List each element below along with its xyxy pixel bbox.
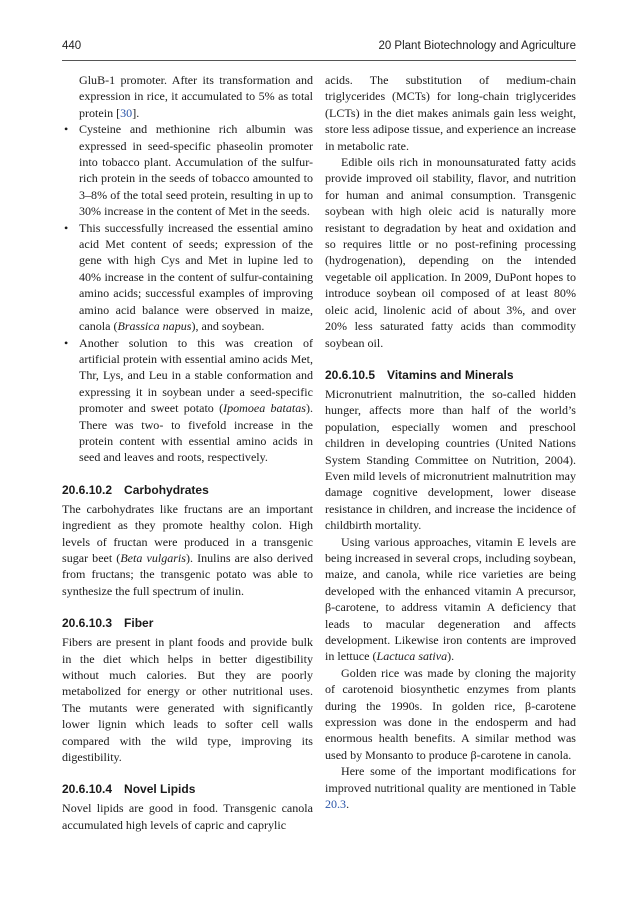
continued-bullet-text: [62, 72, 313, 121]
citation-link[interactable]: 30: [120, 105, 133, 120]
left-column: [62, 72, 313, 833]
paragraph-mct: acids. The substitution of medium-chain triglycerides (MCTs) for long-chain triglycerides (LCTs) in the diet makes animals gain less weight, store less adipose tissue, and experience an increase in metabolic rate.: [325, 73, 576, 153]
species-name: Beta vulgaris: [120, 550, 186, 565]
section-heading-fiber: [62, 615, 313, 631]
paragraph-vitamin-e: [325, 534, 576, 665]
species-name: Lactuca sativa: [376, 649, 448, 664]
bullet-text: ). There was two- to fivefold increase in the protein content with essential amino acids in seed and leaves and roots, respectively.: [79, 401, 313, 465]
running-header: [62, 38, 576, 56]
bullet-text: Cysteine and methionine rich albumin was expressed in seed-specific phaseolin promoter into tobacco plant. Accumulation of the sulfur-rich protein in the seeds of tobacco amounted to 3–8% of the total seed protein, resulting in up to 30% increase in the content of Met in the seeds.: [79, 122, 313, 219]
section-heading-carbohydrates: [62, 482, 313, 498]
bullet-list: [62, 121, 313, 466]
text-segment: ].: [132, 105, 140, 120]
right-column: [325, 72, 576, 812]
paragraph-fiber: Fibers are present in plant foods and provide bulk in the diet which helps in better digestibility without much calories. But they are poorly metabolized for energy or other nutritional uses. The mutants were generated with significantly lower lignin which leads to softer cell walls compared with the wild type, improving its digestibility.: [62, 635, 313, 765]
paragraph-micronutrient: Micronutrient malnutrition, the so-called hidden hunger, affects more than half of the world’s population, especially women and preschool children in developing countries (United Nations System Standing Committee on Nutrition, 2004). Even mild levels of micronutrient malnutrition may damage cognitive development, lower disease resistance in children, and increase the incidence of childbirth mortality.: [325, 386, 576, 533]
bullet-text: ), and soybean.: [191, 319, 265, 334]
text-segment: .: [346, 797, 350, 812]
paragraph-table-reference: [325, 763, 576, 812]
section-number: 20.6.10.2: [62, 482, 113, 497]
text-segment: ).: [447, 649, 455, 664]
bullet-item: [62, 220, 313, 335]
section-title: Fiber: [124, 616, 154, 631]
species-name: Ipomoea batatas: [223, 401, 306, 416]
paragraph-novel-lipids: Novel lipids are good in food. Transgenic canola accumulated high levels of capric and caprylic: [62, 801, 313, 832]
text-segment: ). Inulins are also derived from fructans; the transgenic potato was able to synthesize the full spectrum of inulin.: [62, 550, 313, 598]
table-link[interactable]: 20.3: [325, 797, 347, 812]
page-number: 440: [62, 40, 82, 52]
bullet-item: [62, 335, 313, 466]
section-title: Carbohydrates: [124, 482, 209, 497]
text-segment: The carbohydrates like fructans are an important ingredient as they promote healthy colon. High levels of fructan were produced in a transgenic sugar beet (: [62, 501, 313, 565]
section-title: Novel Lipids: [124, 782, 196, 797]
section-number: 20.6.10.4: [62, 782, 113, 797]
bullet-item: [62, 121, 313, 219]
text-segment: Here some of the important modifications for improved nutritional quality are mentioned in Table: [325, 764, 576, 795]
chapter-title: 20 Plant Biotechnology and Agriculture: [378, 40, 576, 52]
section-number: 20.6.10.5: [325, 367, 376, 382]
section-heading-vitamins-minerals: [325, 367, 576, 383]
section-number: 20.6.10.3: [62, 616, 113, 631]
header-rule: [62, 60, 576, 61]
section-title: Vitamins and Minerals: [387, 367, 514, 382]
text-segment: GluB-1 promoter. After its transformation and expression in rice, it accumulated to 5% as total protein [: [79, 73, 313, 120]
bullet-text: Another solution to this was creation of artificial protein with essential amino acids Met, Thr, Lys, and Leu in a stable conformation and expressing it in soybean under a seed-specific promoter and sweet potato (: [79, 335, 313, 416]
bullet-text: This successfully increased the essential amino acid Met content of seeds; expression of the gene with high Cys and Met in lupine led to 40% increase in the content of sulfur-containing amino acids; successful examples of improving amino acid balance were observed in maize, canola (: [79, 220, 313, 334]
paragraph-edible-oils: Edible oils rich in monounsaturated fatty acids provide improved oil stability, flavor, and nutrition for human and animal consumption. Transgenic soybean with high oleic acid is naturally more resistant to degradation by heat and oxidation and so requires little or no post-refining processing (hydrogenation), depending on the intended vegetable oil application. In 2009, DuPont hopes to introduce soybean oil composed of at least 80% oleic acid, linolenic acid of about 3%, and over 20% less saturated fatty acids than commodity soybean oil.: [325, 155, 576, 350]
paragraph-carbohydrates: [62, 501, 313, 599]
section-heading-novel-lipids: [62, 781, 313, 797]
paragraph-golden-rice: Golden rice was made by cloning the majority of carotenoid biosynthetic enzymes from plants during the 1990s. In golden rice, β-carotene expression was done in the endosperm and had enormous health benefits. A similar method was used by Monsanto to produce β-carotene in canola.: [325, 665, 576, 762]
text-segment: Using various approaches, vitamin E levels are being increased in several crops, including soybean, maize, and canola, while rice varieties are being developed with the enhanced vitamin A precursor, β-carotene, to address vitamin A deficiency that leads to macular degeneration and affects development. Likewise iron contents are improved in lettuce (: [325, 534, 576, 664]
species-name: Brassica napus: [117, 319, 192, 334]
